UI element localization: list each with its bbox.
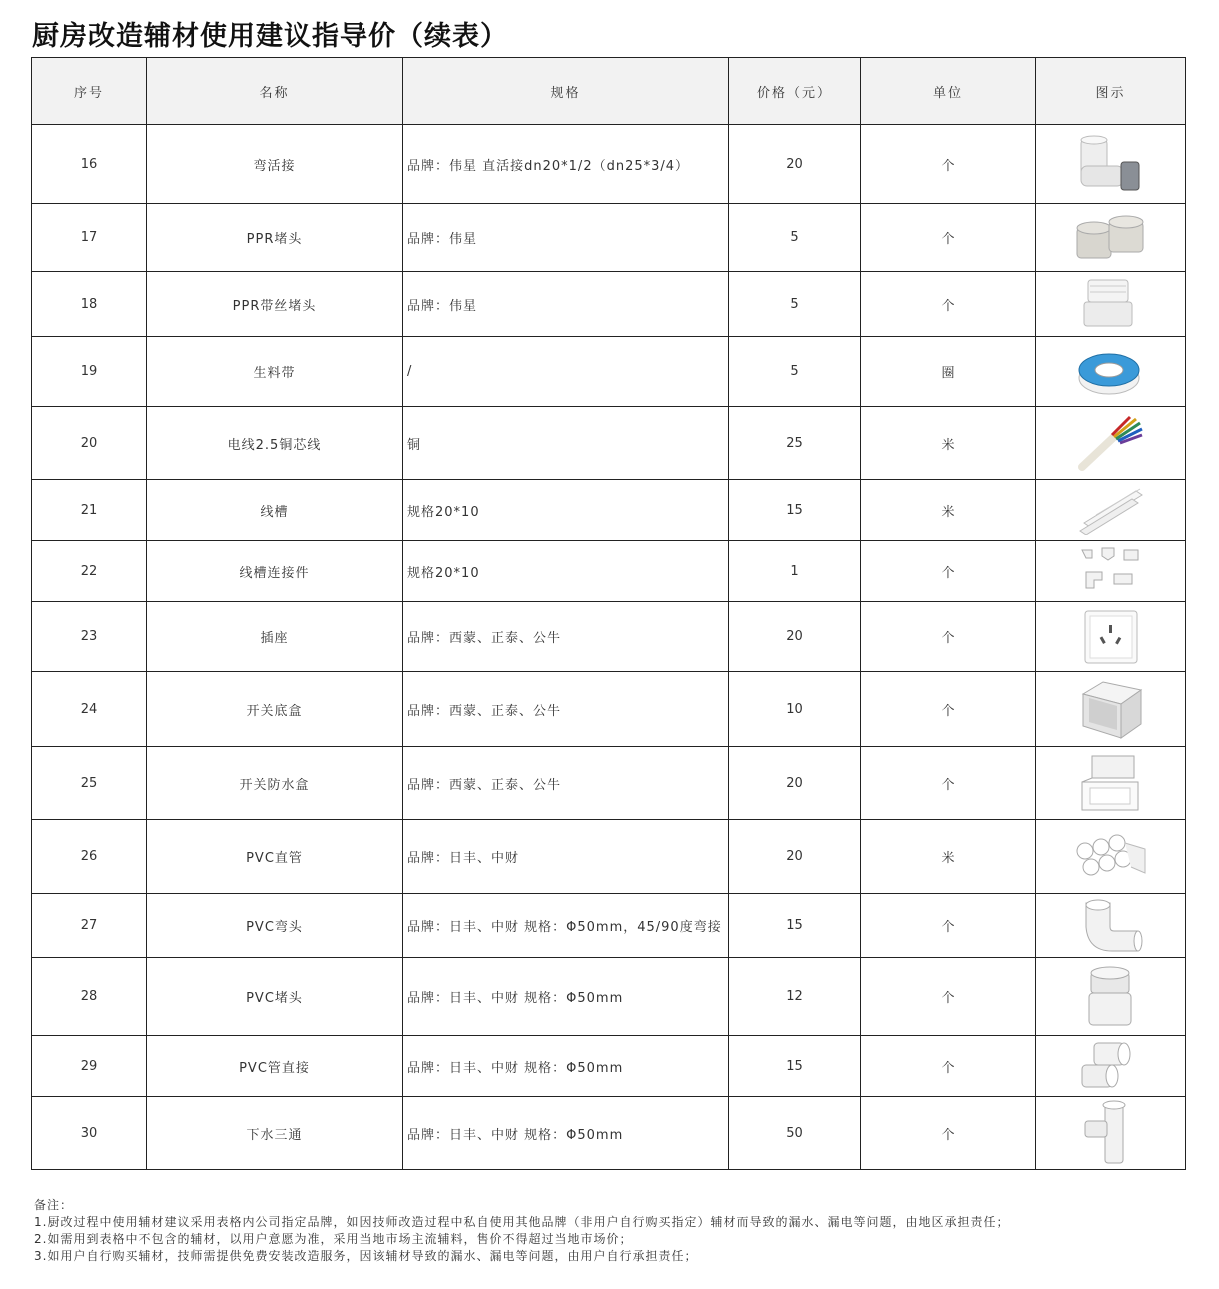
cell-unit: 个 xyxy=(861,1036,1036,1097)
cell-spec: 品牌：伟星 直活接dn20*1/2（dn25*3/4） xyxy=(403,125,729,204)
cell-price: 20 xyxy=(729,747,861,820)
table-header-row xyxy=(32,58,1186,125)
cell-price: 5 xyxy=(729,204,861,272)
cell-unit: 米 xyxy=(861,407,1036,480)
cell-price: 15 xyxy=(729,480,861,541)
cell-name: 电线2.5铜芯线 xyxy=(147,407,403,480)
cell-no: 16 xyxy=(32,125,147,204)
pvc-coupling-icon xyxy=(1076,1039,1146,1093)
wire-trunking-icon xyxy=(1076,485,1146,535)
cell-spec: 品牌：日丰、中财 规格：Φ50mm，45/90度弯接 xyxy=(403,894,729,958)
cell-unit: 个 xyxy=(861,1097,1036,1170)
cell-name: PPR堵头 xyxy=(147,204,403,272)
cell-price: 10 xyxy=(729,672,861,747)
cell-name: PVC堵头 xyxy=(147,958,403,1036)
cell-unit: 个 xyxy=(861,958,1036,1036)
cell-price: 1 xyxy=(729,541,861,602)
cell-spec: 规格20*10 xyxy=(403,480,729,541)
header-unit: 单位 xyxy=(861,58,1036,125)
cell-unit: 个 xyxy=(861,125,1036,204)
cell-name: 插座 xyxy=(147,602,403,672)
cell-no: 22 xyxy=(32,541,147,602)
threaded-plug-icon xyxy=(1076,276,1146,332)
table-row xyxy=(32,407,1186,480)
cell-name: PVC直管 xyxy=(147,820,403,894)
cell-name: 线槽连接件 xyxy=(147,541,403,602)
cell-no: 21 xyxy=(32,480,147,541)
cell-no: 27 xyxy=(32,894,147,958)
cell-unit: 个 xyxy=(861,541,1036,602)
cell-price: 12 xyxy=(729,958,861,1036)
elbow-union-icon xyxy=(1071,132,1151,196)
cell-no: 20 xyxy=(32,407,147,480)
cell-unit: 个 xyxy=(861,602,1036,672)
cell-spec: 品牌：西蒙、正泰、公牛 xyxy=(403,747,729,820)
cell-no: 29 xyxy=(32,1036,147,1097)
cell-spec: 品牌：伟星 xyxy=(403,204,729,272)
cell-spec: 品牌：西蒙、正泰、公牛 xyxy=(403,672,729,747)
note-item: 2.如需用到表格中不包含的辅材，以用户意愿为准，采用当地市场主流辅料，售价不得超过当地市场价； xyxy=(34,1232,633,1246)
notes-label: 备注： xyxy=(34,1198,74,1212)
cell-price: 20 xyxy=(729,125,861,204)
cell-price: 25 xyxy=(729,407,861,480)
trunking-connector-icon xyxy=(1076,544,1146,598)
cell-spec: 品牌：日丰、中财 规格：Φ50mm xyxy=(403,1097,729,1170)
cell-spec: 品牌：西蒙、正泰、公牛 xyxy=(403,602,729,672)
waterproof-cover-icon xyxy=(1076,752,1146,814)
table-row xyxy=(32,272,1186,337)
cell-spec: 品牌：日丰、中财 xyxy=(403,820,729,894)
note-item: 3.如用户自行购买辅材，技师需提供免费安装改造服务，因该辅材导致的漏水、漏电等问题，由用户自行承担责任； xyxy=(34,1249,698,1263)
table-row xyxy=(32,602,1186,672)
cell-spec: 品牌：伟星 xyxy=(403,272,729,337)
table-row xyxy=(32,894,1186,958)
table-row xyxy=(32,958,1186,1036)
cell-no: 23 xyxy=(32,602,147,672)
table-row xyxy=(32,337,1186,407)
cell-unit: 米 xyxy=(861,820,1036,894)
table-row xyxy=(32,747,1186,820)
cell-no: 28 xyxy=(32,958,147,1036)
cell-no: 26 xyxy=(32,820,147,894)
table-row xyxy=(32,672,1186,747)
cell-price: 50 xyxy=(729,1097,861,1170)
cell-price: 5 xyxy=(729,272,861,337)
header-name: 名称 xyxy=(147,58,403,125)
header-no: 序号 xyxy=(32,58,147,125)
header-spec: 规格 xyxy=(403,58,729,125)
drain-tee-icon xyxy=(1079,1099,1143,1167)
cell-name: PVC管直接 xyxy=(147,1036,403,1097)
cell-unit: 米 xyxy=(861,480,1036,541)
pvc-plug-icon xyxy=(1081,963,1141,1031)
cell-no: 18 xyxy=(32,272,147,337)
cell-unit: 个 xyxy=(861,672,1036,747)
cell-name: 下水三通 xyxy=(147,1097,403,1170)
cell-price: 20 xyxy=(729,602,861,672)
cell-no: 25 xyxy=(32,747,147,820)
table-row xyxy=(32,125,1186,204)
table-row xyxy=(32,541,1186,602)
socket-icon xyxy=(1081,607,1141,667)
pipe-cap-icon xyxy=(1071,210,1151,266)
cell-price: 15 xyxy=(729,1036,861,1097)
header-image: 图示 xyxy=(1036,58,1186,125)
cell-no: 24 xyxy=(32,672,147,747)
cell-price: 5 xyxy=(729,337,861,407)
note-item: 1.厨改过程中使用辅材建议采用表格内公司指定品牌，如因技师改造过程中私自使用其他品牌（非用户自行购买指定）辅材而导致的漏水、漏电等问题，由地区承担责任； xyxy=(34,1215,1010,1229)
cell-name: 开关防水盒 xyxy=(147,747,403,820)
pvc-pipes-icon xyxy=(1073,827,1149,887)
materials-table xyxy=(31,57,1186,1170)
cell-name: PVC弯头 xyxy=(147,894,403,958)
table-row xyxy=(32,1097,1186,1170)
cell-name: PPR带丝堵头 xyxy=(147,272,403,337)
cell-name: 线槽 xyxy=(147,480,403,541)
cell-spec: 规格20*10 xyxy=(403,541,729,602)
cell-name: 弯活接 xyxy=(147,125,403,204)
copper-wire-icon xyxy=(1076,413,1146,473)
table-row xyxy=(32,820,1186,894)
cell-unit: 个 xyxy=(861,272,1036,337)
cell-no: 30 xyxy=(32,1097,147,1170)
table-row xyxy=(32,1036,1186,1097)
cell-spec: 品牌：日丰、中财 规格：Φ50mm xyxy=(403,1036,729,1097)
cell-price: 20 xyxy=(729,820,861,894)
header-price: 价格（元） xyxy=(729,58,861,125)
cell-name: 生料带 xyxy=(147,337,403,407)
cell-no: 17 xyxy=(32,204,147,272)
table-row xyxy=(32,480,1186,541)
notes xyxy=(34,1197,1009,1265)
ptfe-tape-icon xyxy=(1071,344,1151,400)
pvc-elbow-icon xyxy=(1076,897,1146,955)
cell-unit: 个 xyxy=(861,204,1036,272)
table-row xyxy=(32,204,1186,272)
switch-box-icon xyxy=(1075,676,1147,742)
cell-spec: 铜 xyxy=(403,407,729,480)
cell-spec: 品牌：日丰、中财 规格：Φ50mm xyxy=(403,958,729,1036)
cell-no: 19 xyxy=(32,337,147,407)
cell-price: 15 xyxy=(729,894,861,958)
cell-unit: 圈 xyxy=(861,337,1036,407)
cell-spec: / xyxy=(403,337,729,407)
cell-unit: 个 xyxy=(861,747,1036,820)
page-title: 厨房改造辅材使用建议指导价（续表） xyxy=(32,21,508,52)
cell-name: 开关底盒 xyxy=(147,672,403,747)
cell-unit: 个 xyxy=(861,894,1036,958)
